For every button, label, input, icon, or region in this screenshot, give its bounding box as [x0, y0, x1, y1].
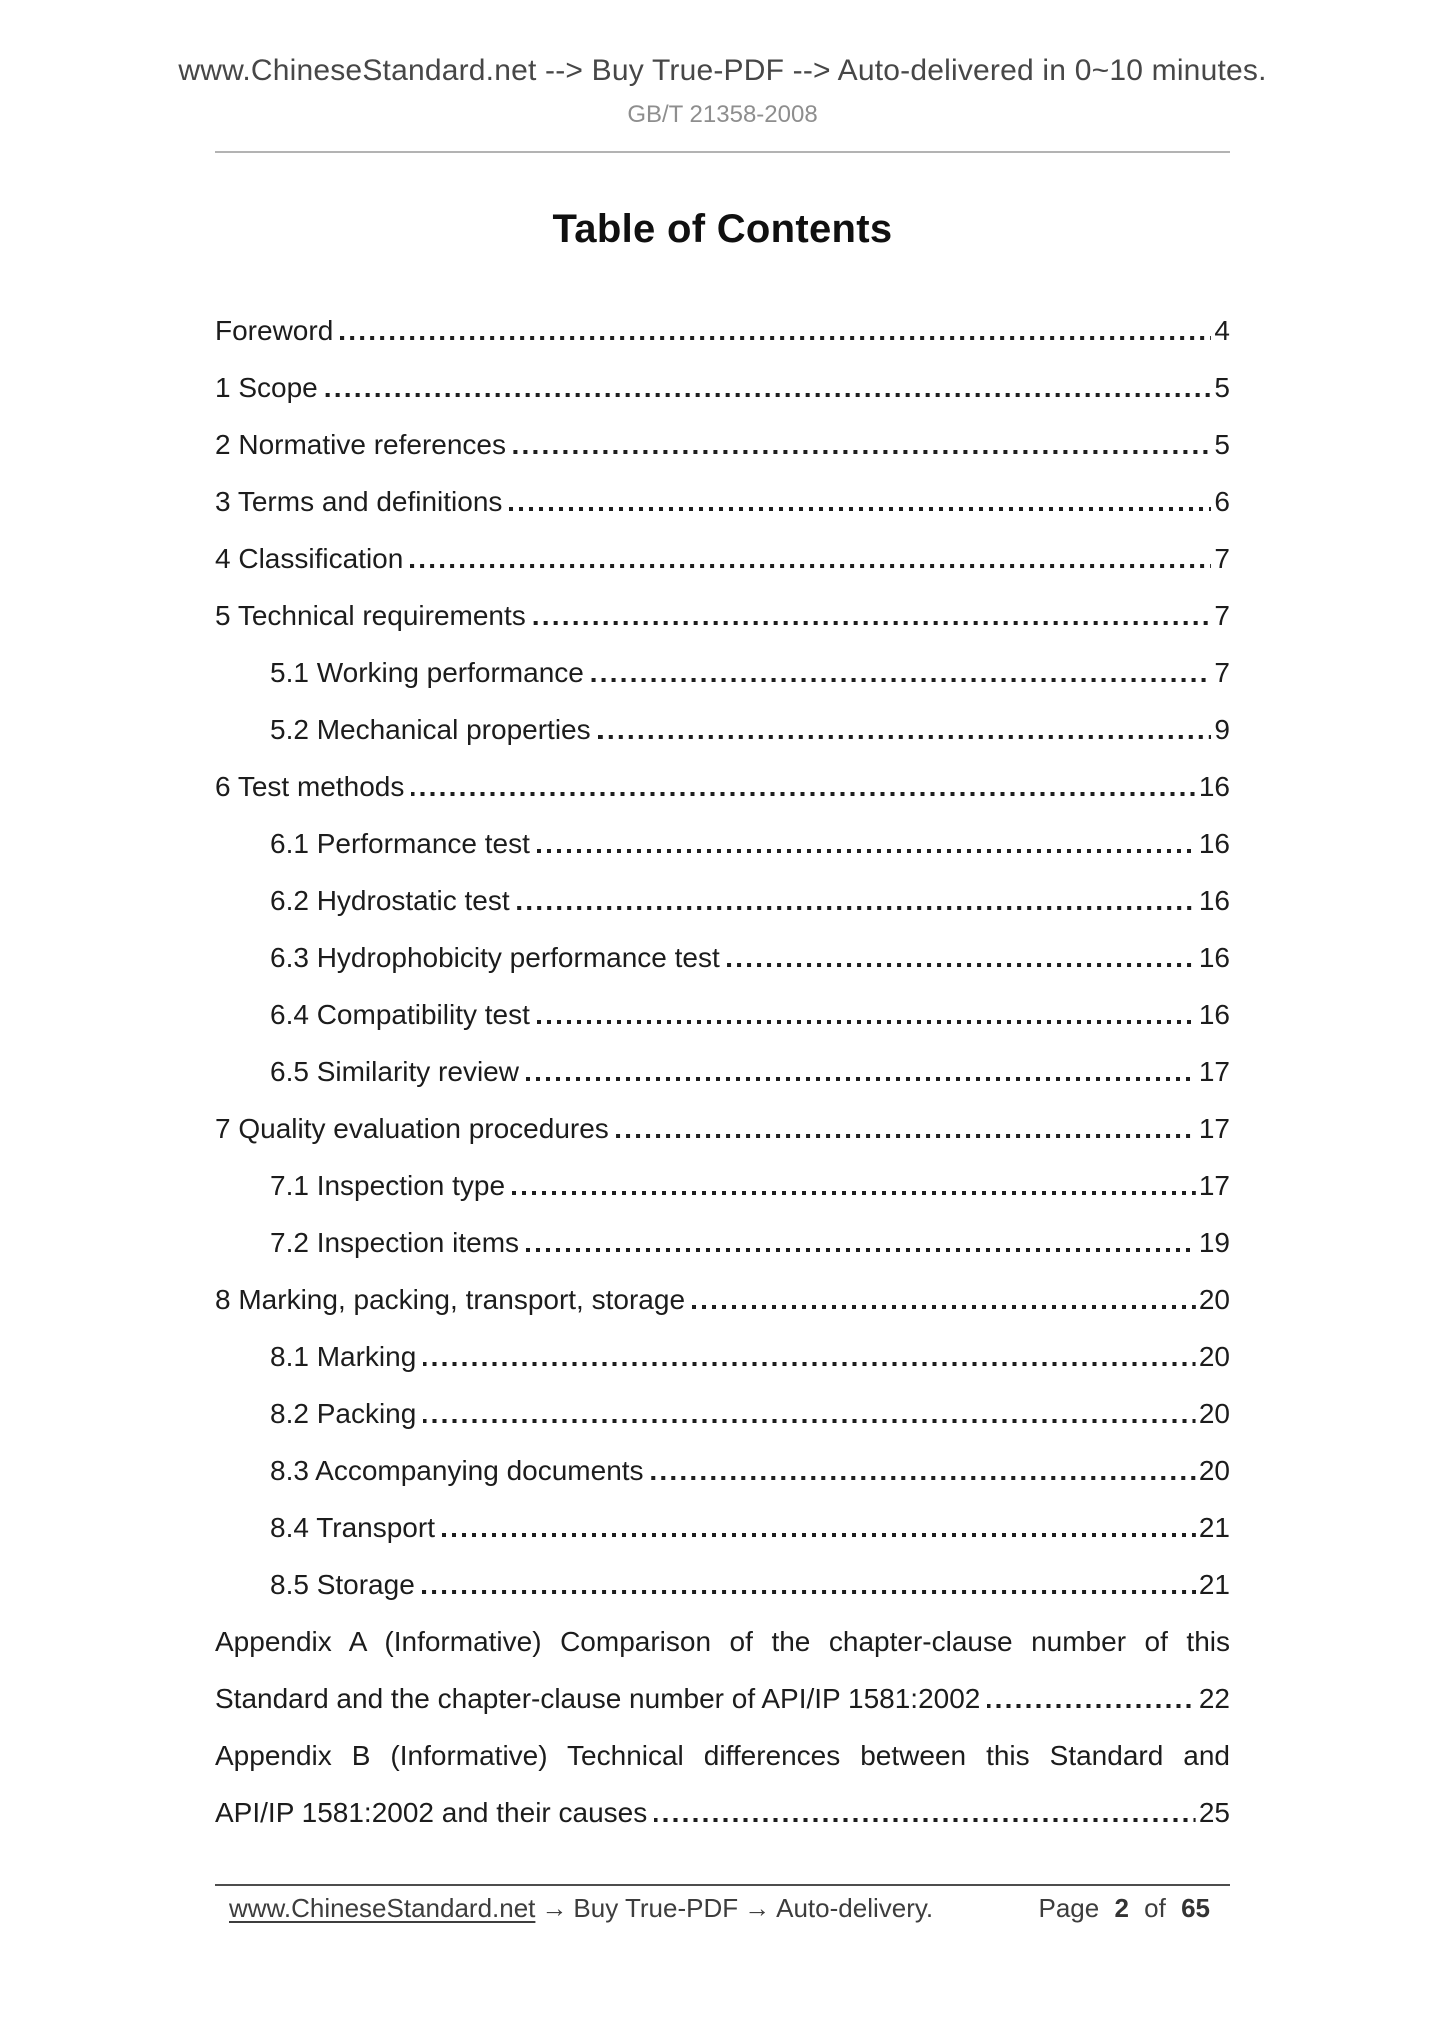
toc-entry-label: 8.1 Marking: [270, 1341, 417, 1373]
page-title: Table of Contents: [552, 207, 893, 251]
toc-entry-label: 7 Quality evaluation procedures: [215, 1113, 609, 1145]
appendix-line2: [215, 1659, 1230, 1716]
toc-row: [215, 1032, 1230, 1089]
footer-bar: [215, 1886, 1230, 1924]
toc-page-number: 5: [1214, 429, 1230, 461]
dot-leader: [727, 963, 1196, 967]
appendix-line1: Appendix B (Informative) Technical differences between this Standard and: [215, 1740, 1230, 1771]
toc-entry-label: 7.2 Inspection items: [270, 1227, 520, 1259]
footer-delivery-label: Auto-delivery.: [776, 1893, 934, 1923]
toc-row: [215, 804, 1230, 861]
standard-number: GB/T 21358-2008: [627, 101, 818, 128]
toc-entry-label: 6 Test methods: [215, 771, 405, 803]
toc-entry-label: 5 Technical requirements: [215, 600, 526, 632]
content-column: [215, 207, 1230, 1830]
appendix-line2: [215, 1773, 1230, 1830]
toc-row: [215, 519, 1230, 576]
dot-leader: [513, 450, 1211, 454]
toc-entry-label: 4 Classification: [215, 543, 404, 575]
toc-page-number: 20: [1198, 1341, 1230, 1373]
toc-row: [215, 348, 1230, 405]
toc-entry-label: Foreword: [215, 315, 334, 347]
dot-leader: [651, 1476, 1196, 1480]
dot-leader: [533, 621, 1212, 625]
toc-page-number: 7: [1214, 600, 1230, 632]
arrow-right-icon: →: [541, 1893, 568, 1923]
toc-page-number: 25: [1198, 1797, 1230, 1829]
toc-row: [215, 405, 1230, 462]
toc-row: [215, 747, 1230, 804]
toc-row: [215, 1260, 1230, 1317]
toc-page-number: 16: [1198, 999, 1230, 1031]
toc-entry-label: 5.2 Mechanical properties: [270, 714, 591, 746]
dot-leader: [591, 678, 1212, 682]
toc-page-number: 20: [1198, 1284, 1230, 1316]
page-total: 65: [1181, 1893, 1210, 1923]
toc-page-number: 9: [1214, 714, 1230, 746]
toc-row: [215, 576, 1230, 633]
toc-entry-label: 8 Marking, packing, transport, storage: [215, 1284, 686, 1316]
dot-leader: [537, 849, 1196, 853]
dot-leader: [517, 906, 1196, 910]
toc-entry-label: 8.5 Storage: [270, 1569, 415, 1601]
dot-leader: [692, 1305, 1196, 1309]
toc-row: [215, 1089, 1230, 1146]
toc-row: [215, 1374, 1230, 1431]
toc-entry-label: 6.2 Hydrostatic test: [270, 885, 510, 917]
toc-list: [215, 291, 1230, 1830]
toc-page-number: 16: [1198, 771, 1230, 803]
dot-leader: [598, 735, 1212, 739]
toc-page-number: 17: [1198, 1113, 1230, 1145]
page-indicator: [1038, 1893, 1210, 1924]
toc-entry-label: 7.1 Inspection type: [270, 1170, 506, 1202]
toc-row: [215, 861, 1230, 918]
toc-page-number: 20: [1198, 1398, 1230, 1430]
toc-entry-label: 6.4 Compatibility test: [270, 999, 530, 1031]
dot-leader: [509, 507, 1211, 511]
dot-leader: [526, 1248, 1196, 1252]
toc-row: [215, 462, 1230, 519]
dot-leader: [526, 1077, 1196, 1081]
toc-page-number: 17: [1198, 1056, 1230, 1088]
toc-entry-label: 8.3 Accompanying documents: [270, 1455, 644, 1487]
toc-row: [215, 1146, 1230, 1203]
toc-page-number: 4: [1214, 315, 1230, 347]
toc-page-number: 6: [1214, 486, 1230, 518]
appendix-line2-text: API/IP 1581:2002 and their causes: [215, 1797, 648, 1829]
dot-leader: [410, 564, 1211, 568]
toc-page-number: 17: [1198, 1170, 1230, 1202]
page-footer: [215, 1884, 1230, 1924]
toc-entry-label: 2 Normative references: [215, 429, 507, 461]
toc-row: [215, 918, 1230, 975]
toc-row: [215, 1488, 1230, 1545]
toc-page-number: 21: [1198, 1512, 1230, 1544]
dot-leader: [512, 1191, 1196, 1195]
toc-page-number: 16: [1198, 828, 1230, 860]
toc-entry-label: 1 Scope: [215, 372, 318, 404]
appendix-line2-text: Standard and the chapter-clause number of API/IP 1581:2002: [215, 1683, 981, 1715]
header-divider: [215, 151, 1230, 153]
dot-leader: [442, 1533, 1196, 1537]
toc-page-number: 19: [1198, 1227, 1230, 1259]
toc-page-number: 20: [1198, 1455, 1230, 1487]
toc-row: [215, 1545, 1230, 1602]
footer-branding: [229, 1893, 933, 1924]
toc-page-number: 16: [1198, 942, 1230, 974]
toc-entry-label: 5.1 Working performance: [270, 657, 584, 689]
page-label: Page: [1038, 1893, 1100, 1923]
dot-leader: [654, 1818, 1196, 1822]
dot-leader: [423, 1419, 1196, 1423]
toc-entry-label: 6.1 Performance test: [270, 828, 530, 860]
dot-leader: [340, 336, 1211, 340]
toc-page-number: 7: [1214, 543, 1230, 575]
dot-leader: [325, 393, 1212, 397]
dot-leader: [616, 1134, 1196, 1138]
toc-entry-label: 6.3 Hydrophobicity performance test: [270, 942, 720, 974]
toc-entry-label: 3 Terms and definitions: [215, 486, 503, 518]
appendix-line1: Appendix A (Informative) Comparison of the chapter-clause number of this: [215, 1626, 1230, 1657]
dot-leader: [422, 1590, 1196, 1594]
arrow-right-icon: →: [744, 1893, 771, 1923]
dot-leader: [537, 1020, 1196, 1024]
toc-row: [215, 975, 1230, 1032]
toc-appendix-entry: [215, 1602, 1230, 1716]
toc-row: [215, 633, 1230, 690]
dot-leader: [411, 792, 1195, 796]
toc-entry-label: 8.4 Transport: [270, 1512, 435, 1544]
toc-row: [215, 1317, 1230, 1374]
page-current: 2: [1114, 1893, 1129, 1923]
toc-row: [215, 1203, 1230, 1260]
toc-appendix-entry: [215, 1716, 1230, 1830]
page-header: [0, 0, 1445, 153]
toc-page-number: 22: [1198, 1683, 1230, 1715]
of-label: of: [1144, 1893, 1166, 1923]
toc-entry-label: 8.2 Packing: [270, 1398, 417, 1430]
dot-leader: [423, 1362, 1196, 1366]
toc-page-number: 16: [1198, 885, 1230, 917]
dot-leader: [987, 1704, 1195, 1708]
toc-row: [215, 291, 1230, 348]
footer-buy-label: Buy True-PDF: [573, 1893, 739, 1923]
toc-row: [215, 690, 1230, 747]
toc-page-number: 5: [1214, 372, 1230, 404]
toc-page-number: 21: [1198, 1569, 1230, 1601]
toc-row: [215, 1431, 1230, 1488]
footer-site-link[interactable]: www.ChineseStandard.net: [229, 1893, 536, 1923]
header-banner-text: www.ChineseStandard.net --> Buy True-PDF --> Auto-delivered in 0~10 minutes.: [178, 54, 1267, 87]
toc-page-number: 7: [1214, 657, 1230, 689]
toc-entry-label: 6.5 Similarity review: [270, 1056, 519, 1088]
